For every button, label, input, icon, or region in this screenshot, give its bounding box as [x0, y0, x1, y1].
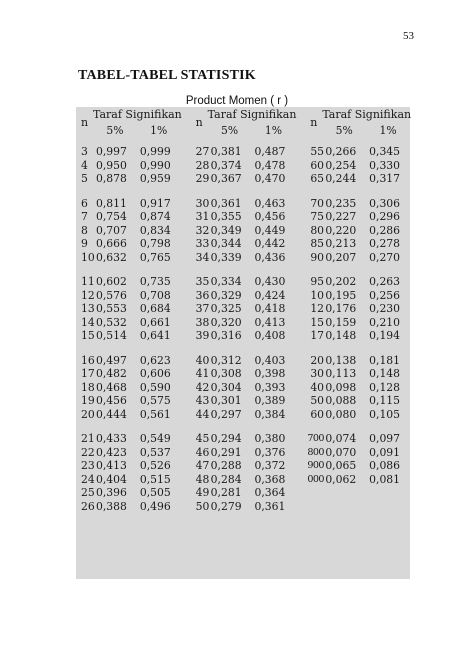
header-1-percent: 1%: [264, 124, 282, 137]
r-1-percent-cell: 0,798: [139, 237, 171, 250]
r-1-percent-cell: 0,403: [254, 353, 286, 367]
r-5-percent-cell: 0,176: [325, 302, 357, 315]
r-1-percent-cell: 0,478: [254, 158, 286, 172]
n-cell: 21: [81, 432, 95, 445]
n-cell: 33: [195, 237, 210, 250]
r-5-percent-cell: 0,294: [210, 432, 242, 445]
block-spacer: [76, 421, 410, 432]
r-1-percent-cell: 0,526: [139, 459, 171, 472]
r-5-percent-cell: 0,361: [210, 196, 242, 210]
r-5-percent-cell: 0,632: [96, 250, 127, 264]
block-spacer: [76, 186, 410, 197]
document-title: TABEL-TABEL STATISTIK: [78, 68, 256, 83]
n-cell: 29: [195, 172, 210, 185]
table-row: [76, 486, 410, 500]
r-1-percent-cell: 0,296: [369, 210, 401, 223]
table-row: [76, 473, 410, 487]
r-1-percent-cell: 0,376: [254, 445, 286, 459]
r-1-percent-cell: 0,424: [254, 288, 286, 302]
table-row: [76, 408, 410, 422]
r-1-percent-cell: 0,623: [139, 353, 171, 367]
n-cell: 19: [81, 394, 95, 407]
r-5-percent-cell: 0,433: [96, 432, 127, 445]
r-5-percent-cell: 0,159: [325, 315, 357, 329]
r-1-percent-cell: 0,128: [369, 380, 401, 394]
n-cell: 45: [195, 432, 210, 445]
table-header-row: [76, 107, 410, 123]
table-row: [76, 500, 410, 514]
r-1-percent-cell: 0,091: [369, 445, 401, 459]
r-1-percent-cell: 0,263: [369, 275, 401, 288]
n-cell: 28: [195, 158, 210, 172]
r-1-percent-cell: 0,959: [139, 172, 171, 185]
r-5-percent-cell: 0,456: [96, 394, 127, 407]
r-1-percent-cell: 0,505: [139, 486, 171, 499]
n-cell: 24: [81, 472, 95, 486]
r-5-percent-cell: 0,754: [96, 210, 127, 223]
r-5-percent-cell: 0,266: [325, 145, 357, 158]
r-5-percent-cell: 0,213: [325, 237, 357, 250]
n-cell: 40: [310, 380, 325, 394]
table-row: [76, 432, 410, 446]
r-5-percent-cell: 0,138: [325, 353, 357, 367]
r-1-percent-cell: 0,372: [254, 459, 286, 472]
n-cell: 17: [81, 367, 95, 380]
r-5-percent-cell: 0,202: [325, 275, 357, 288]
n-cell: 27: [195, 145, 210, 158]
n-cell: 47: [195, 459, 210, 472]
r-5-percent-cell: 0,334: [210, 275, 242, 288]
n-cell: 700: [307, 433, 324, 444]
r-1-percent-cell: 0,270: [369, 250, 401, 264]
r-5-percent-cell: 0,811: [96, 196, 127, 210]
n-cell: 46: [195, 445, 210, 459]
table-row: [76, 354, 410, 368]
r-1-percent-cell: 0,917: [139, 196, 171, 210]
r-1-percent-cell: 0,393: [254, 380, 286, 394]
n-cell: 38: [195, 315, 210, 329]
n-cell: 55: [310, 145, 325, 158]
n-cell: 10: [81, 250, 95, 264]
r-1-percent-cell: 0,496: [139, 499, 171, 513]
n-cell: 15: [81, 329, 95, 342]
header-1-percent: 1%: [379, 124, 397, 137]
r-1-percent-cell: 0,561: [139, 407, 171, 421]
table-row: [76, 172, 410, 186]
r-5-percent-cell: 0,098: [325, 380, 357, 394]
n-cell: 11: [81, 275, 95, 288]
r-1-percent-cell: 0,384: [254, 407, 286, 421]
r-1-percent-cell: 0,256: [369, 288, 401, 302]
r-1-percent-cell: 0,436: [254, 250, 286, 264]
r-5-percent-cell: 0,367: [210, 172, 242, 185]
n-cell: 37: [195, 302, 210, 315]
r-5-percent-cell: 0,950: [96, 158, 127, 172]
r-1-percent-cell: 0,286: [369, 223, 401, 237]
r-1-percent-cell: 0,456: [254, 210, 286, 223]
r-5-percent-cell: 0,878: [96, 172, 127, 185]
table-row: [76, 237, 410, 251]
header-n: n: [80, 116, 89, 129]
table-row: [76, 289, 410, 303]
r-5-percent-cell: 0,576: [96, 288, 127, 302]
r-1-percent-cell: 0,380: [254, 432, 286, 445]
r-1-percent-cell: [366, 486, 410, 500]
r-5-percent-cell: 0,235: [325, 196, 357, 210]
r-5-percent-cell: 0,532: [96, 315, 127, 329]
r-1-percent-cell: 0,641: [139, 329, 171, 342]
r-5-percent-cell: 0,074: [325, 432, 357, 445]
n-cell: [305, 500, 322, 514]
r-5-percent-cell: 0,227: [325, 210, 357, 223]
n-cell: 30: [195, 196, 210, 210]
r-5-percent-cell: 0,316: [210, 329, 242, 342]
table-subheader-row: [76, 123, 410, 139]
r-5-percent-cell: 0,244: [325, 172, 357, 185]
scanned-r-table: [76, 107, 410, 579]
r-1-percent-cell: 0,537: [139, 445, 171, 459]
table-row: [76, 459, 410, 473]
r-5-percent-cell: 0,404: [96, 472, 127, 486]
n-cell: 6: [81, 196, 88, 210]
r-5-percent-cell: [322, 500, 366, 514]
r-5-percent-cell: 0,553: [96, 302, 127, 315]
n-cell: 14: [81, 315, 95, 329]
r-5-percent-cell: 0,301: [210, 394, 242, 407]
r-5-percent-cell: 0,388: [96, 499, 127, 513]
r-1-percent-cell: 0,449: [254, 223, 286, 237]
r-1-percent-cell: 0,389: [254, 394, 286, 407]
n-cell: 31: [195, 210, 210, 223]
header-5-percent: 5%: [106, 124, 124, 137]
r-1-percent-cell: 0,230: [369, 302, 401, 315]
page-number: 53: [403, 30, 414, 42]
n-cell: 35: [195, 275, 210, 288]
r-1-percent-cell: 0,306: [369, 196, 401, 210]
r-1-percent-cell: 0,398: [254, 367, 286, 380]
header-5-percent: 5%: [221, 124, 239, 137]
n-cell: 25: [81, 486, 95, 499]
r-5-percent-cell: 0,482: [96, 367, 127, 380]
r-1-percent-cell: 0,364: [254, 486, 286, 499]
r-5-percent-cell: 0,113: [325, 367, 357, 380]
n-cell: 8: [81, 223, 88, 237]
r-5-percent-cell: 0,707: [96, 223, 127, 237]
r-1-percent-cell: 0,463: [254, 196, 286, 210]
r-5-percent-cell: 0,444: [96, 407, 127, 421]
r-5-percent-cell: 0,413: [96, 459, 127, 472]
r-1-percent-cell: 0,413: [254, 315, 286, 329]
r-5-percent-cell: 0,514: [96, 329, 127, 342]
r-5-percent-cell: 0,423: [96, 445, 127, 459]
table-row: [76, 446, 410, 460]
n-cell: 22: [81, 445, 95, 459]
n-cell: 800: [307, 446, 324, 458]
n-cell: 30: [310, 367, 325, 380]
r-1-percent-cell: 0,345: [369, 145, 401, 158]
r-1-percent-cell: 0,487: [254, 145, 286, 158]
r-5-percent-cell: 0,062: [325, 472, 357, 486]
r-5-percent-cell: 0,304: [210, 380, 242, 394]
n-cell: 13: [81, 302, 95, 315]
r-5-percent-cell: 0,279: [210, 499, 242, 513]
r-1-percent-cell: 0,549: [139, 432, 171, 445]
block-spacer: [76, 343, 410, 354]
n-cell: 36: [195, 288, 210, 302]
n-cell: 9: [81, 237, 88, 250]
n-cell: 900: [307, 460, 324, 471]
n-cell: 39: [195, 329, 210, 342]
header-1-percent: 1%: [150, 124, 168, 137]
n-cell: 49: [195, 486, 210, 499]
r-5-percent-cell: 0,355: [210, 210, 242, 223]
header-taraf-signifikan: Taraf Signifikan: [93, 108, 182, 121]
r-1-percent-cell: 0,361: [254, 499, 286, 513]
r-1-percent-cell: 0,999: [139, 145, 171, 158]
r-product-moment-table: [76, 107, 410, 513]
header-n: n: [310, 116, 318, 129]
r-1-percent-cell: 0,081: [369, 472, 401, 486]
n-cell: 12: [310, 302, 325, 315]
table-row: [76, 159, 410, 173]
r-1-percent-cell: 0,194: [369, 329, 401, 342]
r-5-percent-cell: 0,220: [325, 223, 357, 237]
n-cell: 20: [310, 353, 325, 367]
r-5-percent-cell: 0,396: [96, 486, 127, 499]
r-1-percent-cell: 0,278: [369, 237, 401, 250]
r-5-percent-cell: 0,291: [210, 445, 242, 459]
r-1-percent-cell: 0,708: [139, 288, 171, 302]
table-row: [76, 197, 410, 211]
table-row: [76, 302, 410, 316]
r-1-percent-cell: 0,575: [139, 394, 171, 407]
n-cell: 85: [310, 237, 325, 250]
n-cell: 20: [81, 407, 95, 421]
n-cell: 90: [310, 250, 325, 264]
n-cell: 7: [81, 210, 88, 223]
r-5-percent-cell: 0,666: [96, 237, 127, 250]
n-cell: 12: [81, 288, 95, 302]
r-1-percent-cell: 0,115: [369, 394, 401, 407]
table-row: [76, 145, 410, 159]
r-5-percent-cell: 0,325: [210, 302, 242, 315]
r-5-percent-cell: 0,148: [325, 329, 357, 342]
header-taraf-signifikan: Taraf Signifikan: [322, 108, 412, 121]
n-cell: 60: [310, 407, 325, 421]
n-cell: 000: [307, 473, 324, 485]
r-1-percent-cell: 0,317: [369, 172, 401, 185]
table-caption: Product Momen ( r ): [185, 95, 289, 107]
r-1-percent-cell: 0,148: [369, 367, 401, 380]
header-taraf-signifikan: Taraf Signifikan: [207, 108, 297, 121]
n-cell: 17: [310, 329, 325, 342]
n-cell: 50: [195, 499, 210, 513]
r-5-percent-cell: 0,339: [210, 250, 242, 264]
r-5-percent-cell: 0,080: [325, 407, 357, 421]
r-1-percent-cell: 0,606: [139, 367, 171, 380]
r-1-percent-cell: 0,105: [369, 407, 401, 421]
r-5-percent-cell: 0,329: [210, 288, 242, 302]
n-cell: 18: [81, 380, 95, 394]
r-5-percent-cell: 0,349: [210, 223, 242, 237]
r-5-percent-cell: 0,070: [325, 445, 357, 459]
r-1-percent-cell: 0,515: [139, 472, 171, 486]
r-5-percent-cell: 0,088: [325, 394, 357, 407]
table-row: [76, 224, 410, 238]
n-cell: 80: [310, 223, 325, 237]
r-1-percent-cell: 0,181: [369, 353, 401, 367]
r-5-percent-cell: [322, 486, 366, 500]
r-5-percent-cell: 0,065: [325, 459, 357, 472]
r-1-percent-cell: 0,765: [139, 250, 171, 264]
r-1-percent-cell: 0,086: [369, 459, 401, 472]
n-cell: 75: [310, 210, 325, 223]
n-cell: 26: [81, 499, 95, 513]
n-cell: 34: [195, 250, 210, 264]
r-5-percent-cell: 0,254: [325, 158, 357, 172]
r-1-percent-cell: 0,470: [254, 172, 286, 185]
n-cell: 65: [310, 172, 325, 185]
block-spacer: [76, 264, 410, 275]
r-1-percent-cell: 0,430: [254, 275, 286, 288]
r-5-percent-cell: 0,381: [210, 145, 242, 158]
n-cell: 44: [195, 407, 210, 421]
r-5-percent-cell: 0,320: [210, 315, 242, 329]
n-cell: 15: [310, 315, 325, 329]
r-5-percent-cell: 0,312: [210, 353, 242, 367]
r-5-percent-cell: 0,288: [210, 459, 242, 472]
n-cell: 23: [81, 459, 95, 472]
r-1-percent-cell: 0,330: [369, 158, 401, 172]
r-1-percent-cell: 0,442: [254, 237, 286, 250]
r-5-percent-cell: 0,497: [96, 353, 127, 367]
r-5-percent-cell: 0,468: [96, 380, 127, 394]
r-1-percent-cell: 0,735: [139, 275, 171, 288]
r-5-percent-cell: 0,297: [210, 407, 242, 421]
r-1-percent-cell: 0,210: [369, 315, 401, 329]
r-5-percent-cell: 0,997: [96, 145, 127, 158]
r-1-percent-cell: 0,990: [139, 158, 171, 172]
n-cell: 10: [310, 288, 325, 302]
header-5-percent: 5%: [335, 124, 353, 137]
r-1-percent-cell: 0,834: [139, 223, 171, 237]
n-cell: 5: [81, 172, 88, 185]
n-cell: 50: [310, 394, 325, 407]
n-cell: 70: [310, 196, 325, 210]
table-row: [76, 251, 410, 265]
header-n: n: [195, 116, 203, 129]
r-1-percent-cell: 0,368: [254, 472, 286, 486]
r-5-percent-cell: 0,602: [96, 275, 127, 288]
r-1-percent-cell: 0,661: [139, 315, 171, 329]
n-cell: 40: [195, 353, 210, 367]
r-1-percent-cell: 0,097: [369, 432, 401, 445]
r-5-percent-cell: 0,308: [210, 367, 242, 380]
n-cell: 3: [81, 145, 88, 158]
table-row: [76, 316, 410, 330]
n-cell: 41: [195, 367, 210, 380]
table-row: [76, 367, 410, 381]
n-cell: [305, 486, 322, 500]
r-1-percent-cell: [366, 500, 410, 514]
table-row: [76, 381, 410, 395]
table-row: [76, 394, 410, 408]
table-row: [76, 210, 410, 224]
n-cell: 95: [310, 275, 325, 288]
n-cell: 32: [195, 223, 210, 237]
n-cell: 4: [81, 158, 88, 172]
r-5-percent-cell: 0,344: [210, 237, 242, 250]
r-5-percent-cell: 0,374: [210, 158, 242, 172]
r-1-percent-cell: 0,418: [254, 302, 286, 315]
r-5-percent-cell: 0,281: [210, 486, 242, 499]
n-cell: 42: [195, 380, 210, 394]
table-row: [76, 275, 410, 289]
r-1-percent-cell: 0,684: [139, 302, 171, 315]
r-1-percent-cell: 0,590: [139, 380, 171, 394]
r-1-percent-cell: 0,408: [254, 329, 286, 342]
r-5-percent-cell: 0,207: [325, 250, 357, 264]
n-cell: 60: [310, 158, 325, 172]
table-row: [76, 329, 410, 343]
r-5-percent-cell: 0,284: [210, 472, 242, 486]
n-cell: 48: [195, 472, 210, 486]
r-1-percent-cell: 0,874: [139, 210, 171, 223]
n-cell: 43: [195, 394, 210, 407]
r-5-percent-cell: 0,195: [325, 288, 357, 302]
n-cell: 16: [81, 353, 95, 367]
